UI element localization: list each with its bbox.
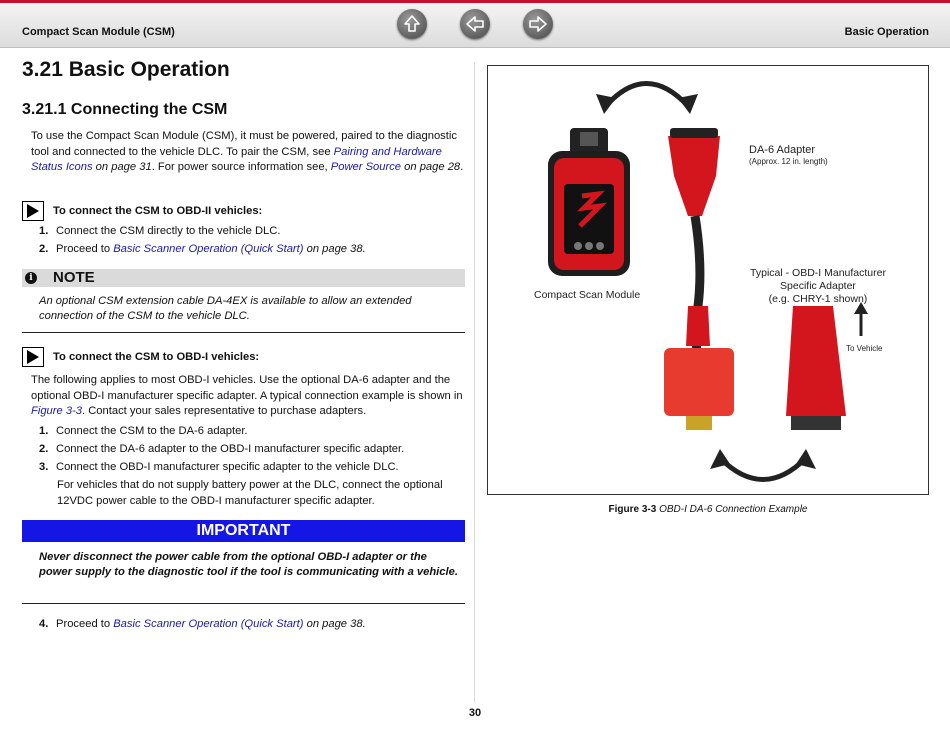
intro-text-1: To use the Compact Scan Module (CSM), it must be powered, paired to the diagnostic tool and connected to the vehicle DLC. To pair the CSM, see bbox=[31, 130, 457, 158]
obd1-intro-paragraph bbox=[31, 373, 467, 420]
step-text: Connect the CSM directly to the vehicle DLC. bbox=[56, 225, 281, 237]
procedure-heading-obd1 bbox=[22, 347, 462, 369]
intro-page-ref-2: on page 28 bbox=[401, 161, 461, 173]
step-number: 3. bbox=[39, 461, 49, 473]
step-number: 1. bbox=[39, 425, 49, 437]
list-item bbox=[39, 442, 469, 457]
step-number: 4. bbox=[39, 618, 49, 630]
typical-label-line3: (e.g. CHRY-1 shown) bbox=[768, 293, 868, 305]
intro-text-2: . For power source information see, bbox=[151, 161, 331, 173]
note-text: An optional CSM extension cable DA-4EX is available to allow an extended connection of the CSM to the vehicle DLC. bbox=[39, 295, 412, 322]
step-text: Connect the DA-6 adapter to the OBD-I manufacturer specific adapter. bbox=[56, 443, 405, 455]
intro-text-3: . bbox=[460, 161, 464, 173]
important-text: Never disconnect the power cable from the optional OBD-I adapter or the power supply to the diagnostic tool if the tool is communicating with a vehicle. bbox=[39, 551, 458, 578]
obd1-intro-text-end: . Contact your sales representative to purchase adapters. bbox=[82, 405, 367, 417]
note-bar bbox=[22, 269, 465, 287]
curved-double-arrow-icon bbox=[710, 449, 816, 480]
link-quick-start-2[interactable]: Basic Scanner Operation (Quick Start) bbox=[113, 618, 304, 630]
figure-number: Figure 3-3 bbox=[608, 504, 657, 515]
header-right-title: Basic Operation bbox=[844, 26, 929, 38]
step-text: Proceed to bbox=[56, 243, 114, 255]
figure-illustration bbox=[488, 66, 928, 494]
important-bar: IMPORTANT bbox=[22, 520, 465, 542]
da6-sub-label: (Approx. 12 in. length) bbox=[749, 157, 828, 166]
page-header bbox=[0, 3, 950, 48]
obd1-intro-text: The following applies to most OBD-I vehicles. Use the optional DA-6 adapter and the optional OBD-I manufacturer specific adapter. A typical connection example is shown in bbox=[31, 374, 463, 402]
procedure-arrow-box bbox=[22, 201, 44, 221]
figure-caption bbox=[487, 504, 929, 515]
csm-label: Compact Scan Module bbox=[534, 289, 641, 301]
link-power-source[interactable]: Power Source bbox=[330, 161, 402, 173]
header-left-title: Compact Scan Module (CSM) bbox=[22, 26, 175, 38]
procedure-title-obd2: To connect the CSM to OBD-II vehicles: bbox=[53, 205, 263, 217]
link-figure-3-3[interactable]: Figure 3-3 bbox=[31, 405, 82, 417]
intro-page-ref-1: on page 31 bbox=[92, 161, 152, 173]
important-rule bbox=[22, 603, 465, 604]
play-triangle-icon bbox=[26, 350, 40, 364]
nav-forward-button[interactable] bbox=[523, 9, 553, 39]
compact-scan-module-image bbox=[548, 128, 630, 276]
typical-label-line1: Typical - OBD-I Manufacturer bbox=[750, 267, 886, 279]
nav-up-button[interactable] bbox=[397, 9, 427, 39]
procedure-title-obd1: To connect the CSM to OBD-I vehicles: bbox=[53, 351, 260, 363]
step-text: Connect the CSM to the DA-6 adapter. bbox=[56, 425, 248, 437]
list-item bbox=[39, 224, 469, 239]
step-number: 2. bbox=[39, 243, 49, 255]
up-arrow-icon bbox=[402, 14, 422, 34]
curved-double-arrow-icon bbox=[596, 84, 698, 115]
section-heading: 3.21 Basic Operation bbox=[22, 58, 230, 81]
play-triangle-icon bbox=[26, 204, 40, 218]
intro-paragraph bbox=[31, 129, 467, 176]
link-pairing-status[interactable]: Pairing and Hardware Status Icons bbox=[31, 145, 442, 173]
link-quick-start[interactable]: Basic Scanner Operation (Quick Start) bbox=[113, 243, 304, 255]
note-rule bbox=[22, 332, 465, 333]
step-text: Proceed to bbox=[56, 618, 114, 630]
obd1-adapter-image bbox=[786, 306, 846, 430]
step-page-ref: on page 38. bbox=[303, 243, 366, 255]
step-sub-text: For vehicles that do not supply battery power at the DLC, connect the optional 12VDC power cable to the OBD-I manufacturer specific adapter. bbox=[57, 479, 443, 507]
procedure-arrow-box bbox=[22, 347, 44, 367]
da6-adapter-image bbox=[664, 128, 734, 430]
list-item bbox=[39, 242, 469, 257]
subsection-heading: 3.21.1 Connecting the CSM bbox=[22, 101, 228, 118]
info-icon: i bbox=[25, 272, 37, 284]
step-page-ref: on page 38. bbox=[303, 618, 366, 630]
list-item bbox=[39, 424, 469, 439]
nav-back-button[interactable] bbox=[460, 9, 490, 39]
step-number: 2. bbox=[39, 443, 49, 455]
step-number: 1. bbox=[39, 225, 49, 237]
list-item bbox=[39, 617, 469, 632]
figure-caption-text: OBD-I DA-6 Connection Example bbox=[659, 504, 808, 515]
up-arrow-icon bbox=[854, 302, 868, 336]
figure-3-3 bbox=[487, 65, 929, 495]
typical-label-line2: Specific Adapter bbox=[780, 280, 856, 292]
step-text: Connect the OBD-I manufacturer specific adapter to the vehicle DLC. bbox=[56, 461, 399, 473]
da6-label: DA-6 Adapter bbox=[749, 144, 816, 156]
forward-arrow-icon bbox=[528, 14, 548, 34]
procedure-heading-obd2 bbox=[22, 201, 462, 223]
page-number: 30 bbox=[468, 707, 482, 719]
note-label: NOTE bbox=[53, 269, 95, 286]
column-divider bbox=[474, 62, 475, 702]
to-vehicle-label: To Vehicle bbox=[846, 344, 883, 353]
back-arrow-icon bbox=[465, 14, 485, 34]
list-item bbox=[39, 460, 469, 475]
